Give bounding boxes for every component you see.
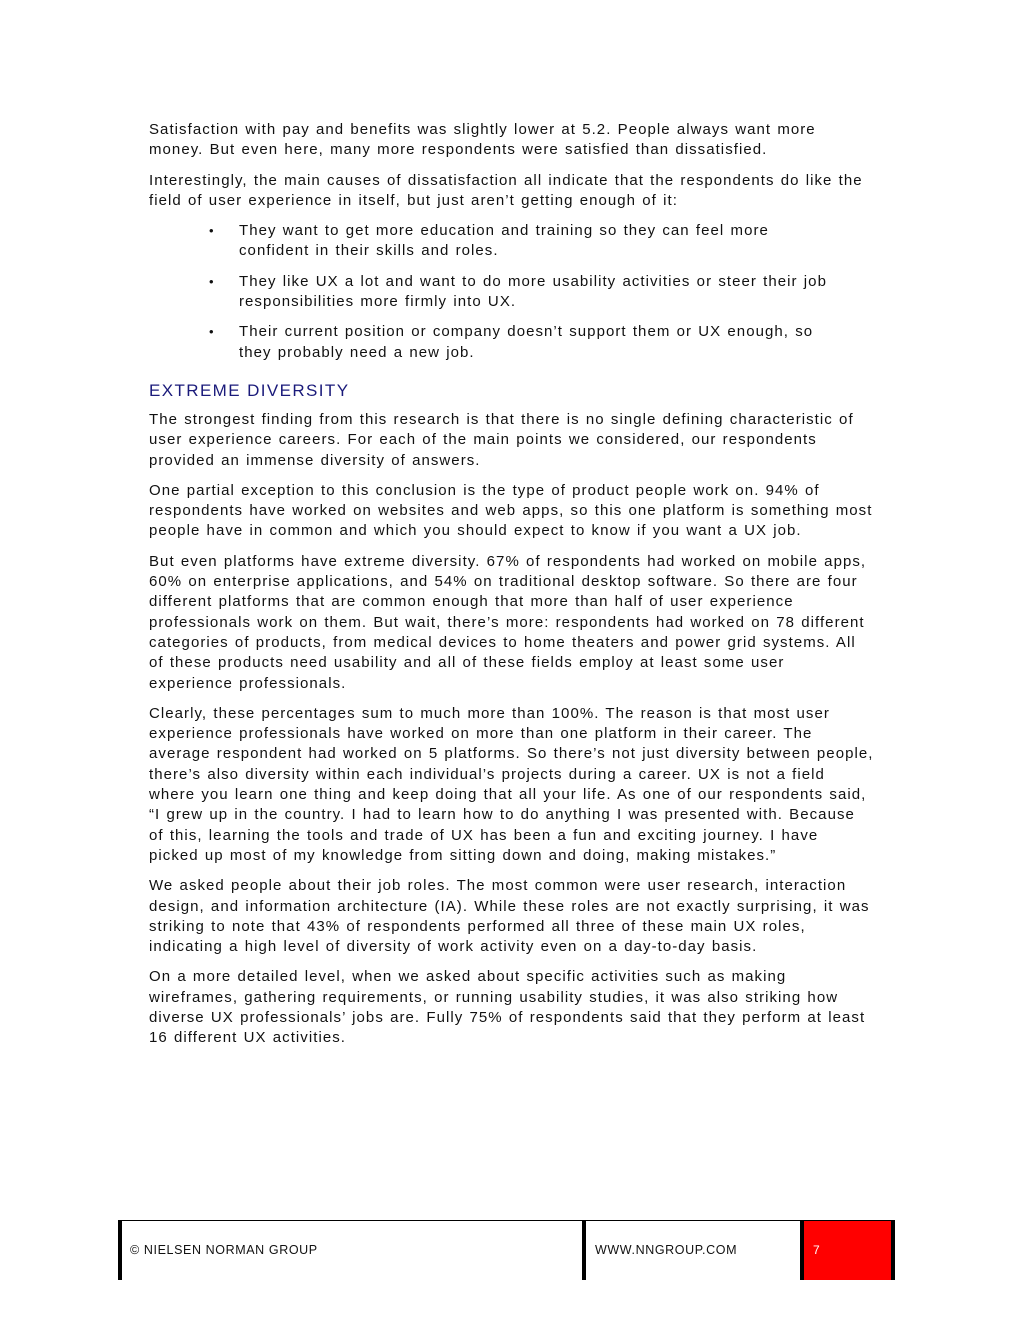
list-item (209, 221, 874, 262)
list-item (209, 272, 874, 313)
footer-copyright: © NIELSEN NORMAN GROUP (130, 1243, 318, 1257)
footer-website-link[interactable]: WWW.NNGROUP.COM (595, 1243, 738, 1257)
section-heading: EXTREME DIVERSITY (149, 380, 350, 400)
page-footer (118, 1220, 895, 1281)
paragraph-percentages: Clearly, these percentages sum to much more than 100%. The reason is that most user experience professionals have worked on more than one platform in their career. The average respondent had worked on 5 platforms. So there’s not just diversity between people, there’s also diversity within each individual’s projects during a career. UX is not a field where you learn one thing and keep doing that all your life. As one of our respondents said, “I grew up in the country. I had to learn how to do anything I was presented with. Because of this, learning the tools and trade of UX has been a fun and exciting journey. I have picked up most of my knowledge from sitting down and doing, making mistakes.” (149, 704, 874, 864)
bullet-icon: • (209, 223, 215, 239)
paragraph-dissatisfaction-causes: Interestingly, the main causes of dissatisfaction all indicate that the respondents do like the field of user experience in itself, but just aren’t getting enough of it: (149, 171, 863, 209)
paragraph-activities: On a more detailed level, when we asked about specific activities such as making wireframes, gathering requirements, or running usability studies, it was also striking how diverse UX professionals’ jobs are. Fully 75% of respondents said that they perform at least 16 different UX activities. (149, 968, 866, 1047)
bullet-text: They want to get more education and training so they can feel more confident in their skills and roles. (239, 222, 769, 260)
bullet-text: Their current position or company doesn’t support them or UX enough, so they probably need a new job. (239, 323, 814, 361)
footer-page-number-cell (800, 1221, 895, 1280)
paragraph-job-roles: We asked people about their job roles. The most common were user research, interaction design, and information architecture (IA). While these roles are not exactly surprising, it was striking to note that 43% of respondents performed all three of these main UX roles, indicating a high level of diversity of work activity even on a day-to-day basis. (149, 877, 870, 956)
list-item (209, 322, 874, 363)
paragraph-partial-exception: One partial exception to this conclusion is the type of product people work on. 94% of respondents have worked on websites and web apps, so this one platform is something most people have in common and which you should expect to know if you want a UX job. (149, 481, 873, 540)
paragraph-strongest-finding: The strongest finding from this research is that there is no single defining characteristic of user experience careers. For each of the main points we considered, our respondents provided an immense diversity of answers. (149, 410, 854, 469)
bullet-icon: • (209, 324, 215, 340)
page-content (149, 120, 874, 1059)
page-number: 7 (813, 1243, 821, 1257)
bullet-icon: • (209, 273, 215, 289)
bullet-text: They like UX a lot and want to do more usability activities or steer their job responsibilities more firmly into UX. (239, 272, 827, 311)
footer-website-cell (582, 1221, 800, 1280)
footer-copyright-cell (118, 1221, 586, 1280)
paragraph-platform-diversity: But even platforms have extreme diversity. 67% of respondents had worked on mobile apps, 60% on enterprise applications, and 54% on traditional desktop software. So there are four different platforms that are common enough that more than half of user experience professionals work on them. But wait, there’s more: respondents had worked on 78 different categories of products, from medical devices to home theaters and power grid systems. All of these products need usability and all of these fields employ at least some user experience professionals. (149, 552, 867, 692)
paragraph-pay-satisfaction: Satisfaction with pay and benefits was slightly lower at 5.2. People always want more money. But even here, many more respondents were satisfied than dissatisfied. (149, 121, 816, 159)
dissatisfaction-bullet-list (149, 221, 874, 363)
